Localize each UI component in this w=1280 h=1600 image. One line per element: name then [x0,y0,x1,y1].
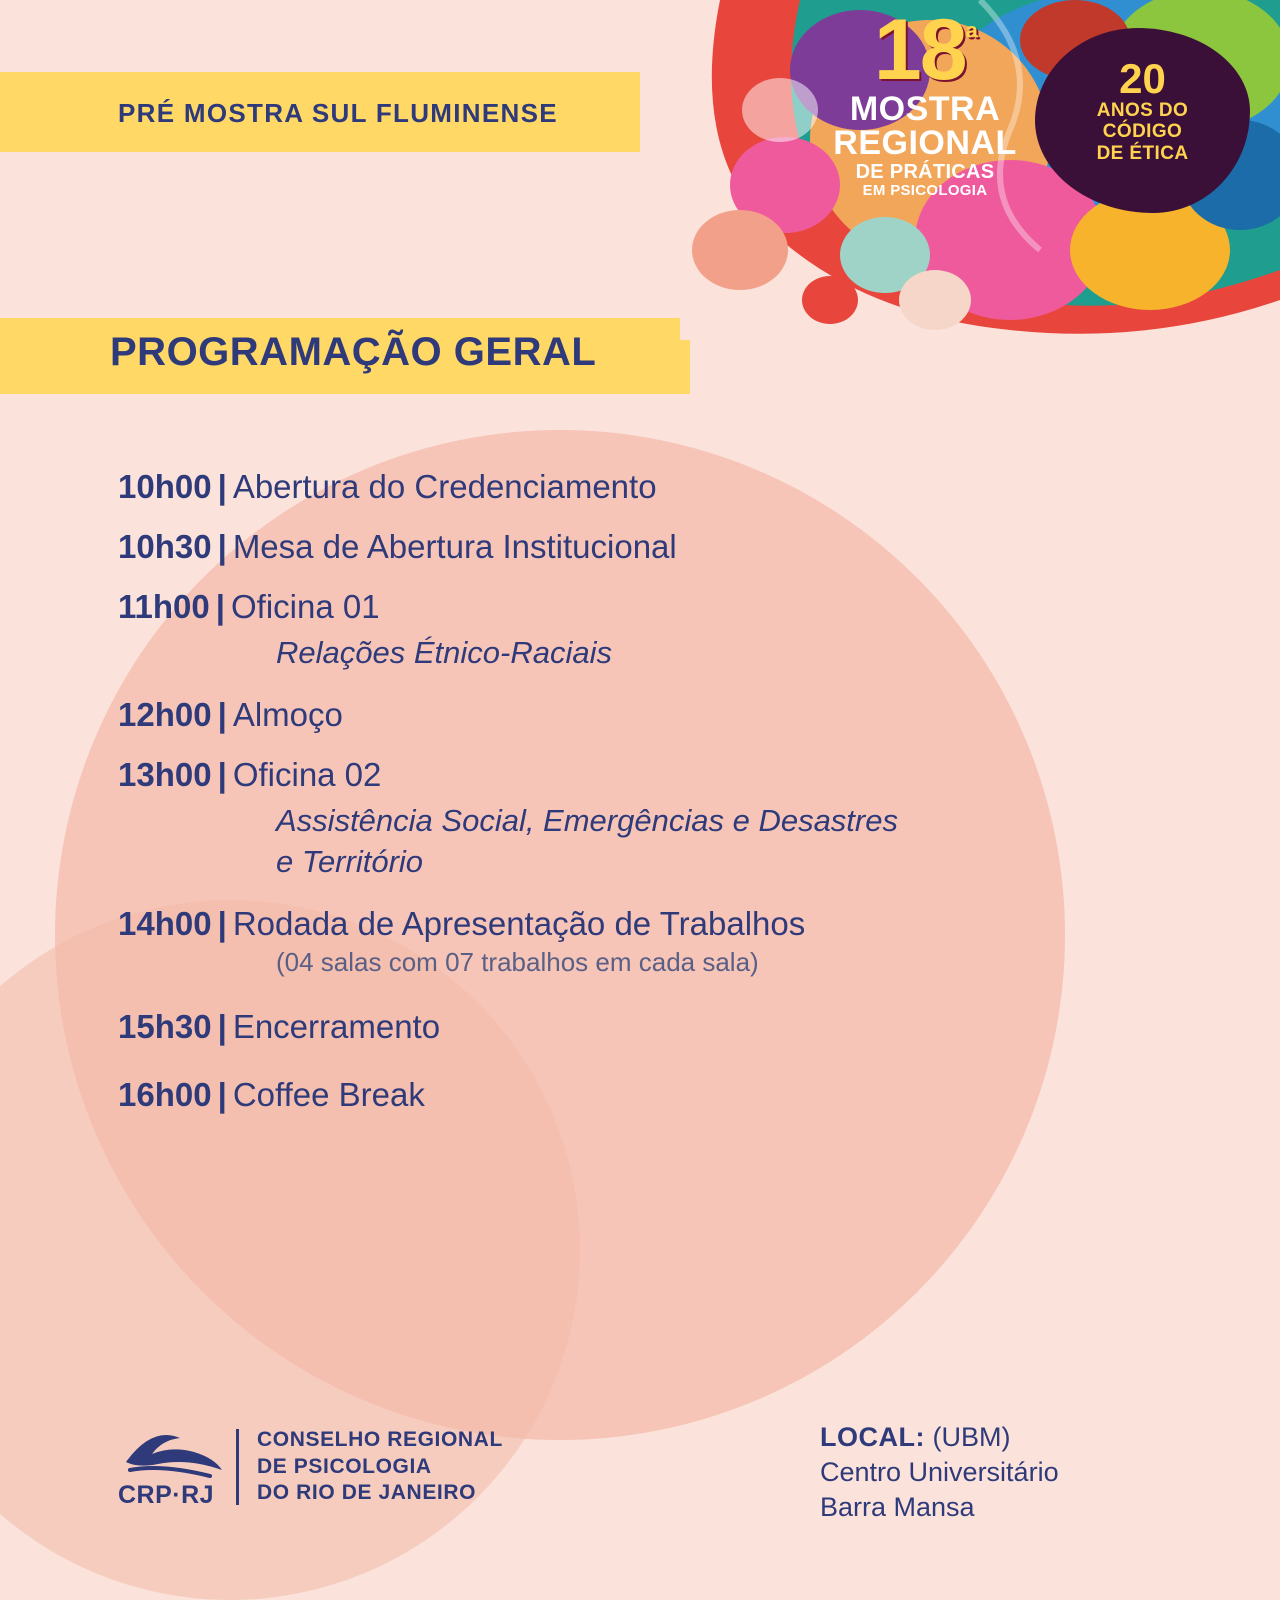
crp-abbreviation: CRP·RJ [118,1481,215,1509]
schedule-subtitle: Assistência Social, Emergências e Desastres e Território [276,802,898,880]
schedule-label: Abertura do Credenciamento [232,468,657,505]
schedule-time: 10h30 [118,527,212,565]
schedule-separator: | [217,905,227,943]
ethics-badge-line3: DE ÉTICA [1096,142,1189,164]
schedule-separator: | [217,468,227,505]
crp-mark-icon [118,1424,228,1510]
schedule-subtitle: Relações Étnico-Raciais [276,634,612,670]
schedule-time: 10h00 [118,468,212,505]
crp-divider [236,1429,239,1505]
schedule-item [118,528,1118,566]
schedule-time: 13h00 [118,755,212,793]
schedule-separator: | [217,1076,227,1114]
schedule-item [118,1008,1118,1046]
schedule-note: (04 salas com 07 trabalhos em cada sala) [276,947,759,978]
crp-name-line-2: DE PSICOLOGIA [257,1454,432,1478]
ethics-badge-line2: CÓDIGO [1102,121,1183,143]
venue-block [820,1420,1059,1525]
schedule-time: 16h00 [118,1076,212,1114]
schedule-time: 15h30 [118,1008,212,1046]
crp-name-line-1: CONSELHO REGIONAL [257,1427,503,1451]
pre-mostra-label: PRÉ MOSTRA SUL FLUMINENSE [118,98,558,128]
logo-text-block [810,2,1040,200]
schedule-label: Almoço [232,695,343,733]
schedule-separator: | [217,527,227,565]
crp-logo [118,1424,503,1510]
ethics-badge-number: 20 [1119,55,1166,102]
edition-number: $18^ª$ [873,2,977,98]
venue-line-3: Barra Mansa [820,1492,975,1523]
schedule-label: Oficina 02 [232,755,382,793]
schedule-list [118,468,1118,1136]
event-logo-artwork [680,0,1280,340]
schedule-label: Coffee Break [232,1076,425,1114]
schedule-label: Rodada de Apresentação de Trabalhos [232,905,806,943]
page-title: PROGRAMAÇÃO GERAL [110,330,597,374]
venue-first-line [820,1420,1059,1455]
schedule-time: 11h00 [118,587,210,625]
schedule-separator: | [217,755,227,793]
logo-line-psicologia: EM PSICOLOGIA [862,182,988,200]
schedule-separator: | [217,1008,227,1046]
schedule-item [118,468,1118,506]
crp-name-line-3: DO RIO DE JANEIRO [257,1481,477,1505]
crp-bird-icon [118,1424,228,1484]
crp-full-name [257,1427,503,1508]
schedule-item [118,756,1118,884]
logo-line-mostra: MOSTRA [849,89,1001,128]
schedule-separator: | [217,695,227,733]
schedule-item [118,588,1118,674]
logo-line-regional: REGIONAL [833,124,1017,163]
schedule-item [118,905,1118,978]
schedule-item [118,1076,1118,1114]
schedule-separator: | [215,587,225,625]
schedule-label: Mesa de Abertura Institucional [232,527,677,565]
ethics-badge-line1: ANOS DO [1096,100,1189,121]
schedule-label: Encerramento [232,1008,441,1046]
schedule-label: Oficina 01 [230,587,380,625]
logo-line-praticas: DE PRÁTICAS [855,161,995,184]
schedule-item [118,696,1118,734]
venue-line-2: Centro Universitário [820,1457,1059,1488]
schedule-time: 12h00 [118,695,212,733]
venue-value: (UBM) [932,1422,1011,1452]
schedule-time: 14h00 [118,905,212,943]
venue-label: LOCAL: [820,1422,925,1452]
